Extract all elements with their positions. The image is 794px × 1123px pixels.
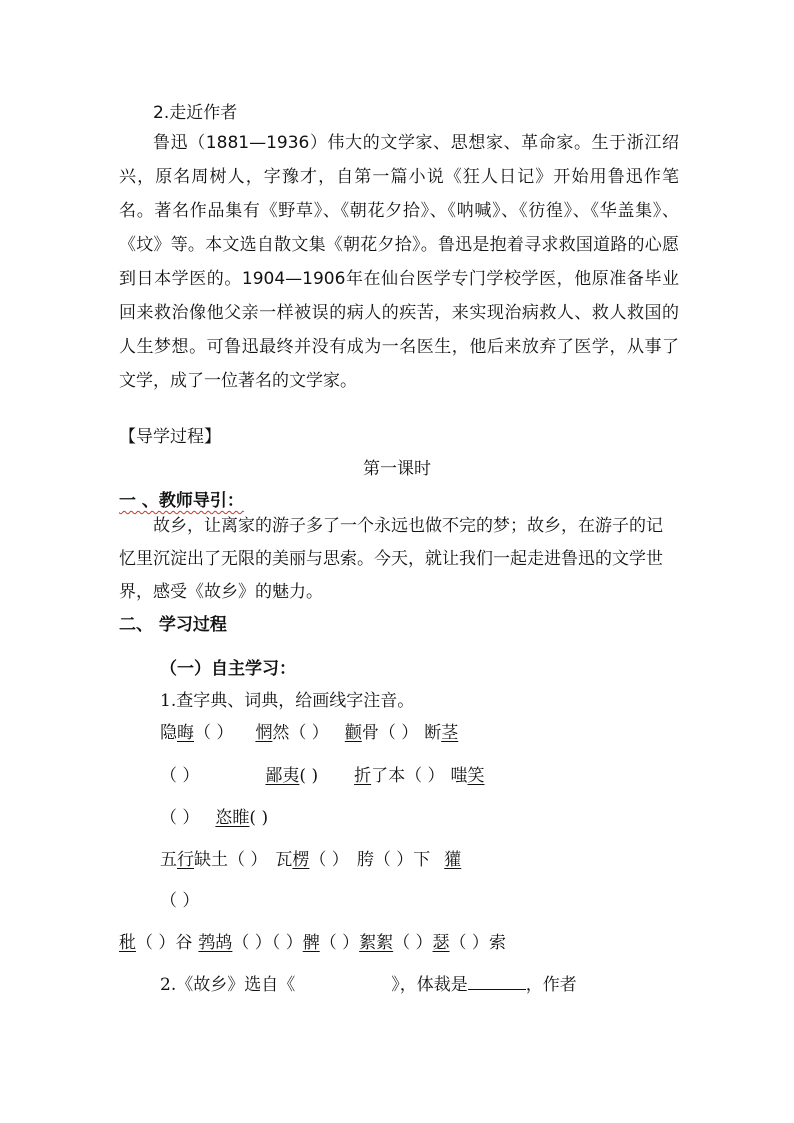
sub1-heading: （一）自主学习：	[160, 659, 296, 679]
word-2-a: 惘	[255, 723, 273, 743]
exercise-row-6	[119, 928, 506, 953]
intro-paragraph	[119, 510, 679, 609]
word-13: 秕	[119, 933, 136, 953]
part1-heading-text: 一 、教师导引：	[119, 491, 244, 511]
blank-10[interactable]: （ ）	[309, 850, 349, 870]
blank-4[interactable]: （ ）	[160, 766, 200, 786]
word-15: 髀	[302, 933, 320, 953]
author-paragraph-text: 鲁迅（1881—1936）伟大的文学家、思想家、革命家。生于浙江绍兴，原名周树人，字豫才，自第一篇小说《狂人日记》开始用鲁迅作笔名。著名作品集有《野草》、《朝花夕拾》、《呐喊》、《彷徨》、《华盖集》、《坟》等。本文选自散文集《朝花夕拾》。鲁迅是抱着寻求救国道路的心愿到日本学医的。1904—1906年在仙台医学专门学校学医，他原准备毕业回来救治像他父亲一样被误的病人的疾苦，来实现治病救人、救人救国的人生梦想。可鲁迅最终并没有成为一名医生，他后来放弃了医学，从事了文学，成了一位著名的文学家。	[119, 133, 679, 391]
word-14-a: 谷	[175, 933, 193, 953]
blank-1[interactable]: （ ）	[194, 723, 234, 743]
word-18: 索	[488, 933, 506, 953]
word-1-a: 隐	[160, 723, 177, 743]
section-heading-author: 2.走近作者	[153, 103, 238, 123]
blank-11[interactable]: （ ）	[373, 850, 414, 870]
word-9-b: 行	[177, 850, 194, 870]
blank-13[interactable]: （ ）	[136, 933, 176, 953]
genre-blank[interactable]	[468, 973, 526, 990]
blank-15[interactable]: （ ）	[319, 933, 360, 953]
word-16: 絮絮	[359, 933, 394, 953]
word-10-a: 瓦	[275, 850, 293, 870]
blank-8[interactable]: ( )	[249, 808, 269, 828]
blank-12[interactable]: （ ）	[160, 891, 200, 911]
word-4-a: 断	[424, 723, 442, 743]
intro-paragraph-text: 故乡，让离家的游子多了一个永远也做不完的梦；故乡，在游子的记忆里沉淀出了无限的美丽与思索。今天，就让我们一起走进鲁迅的文学世界，感受《故乡》的魅力。	[119, 516, 663, 602]
blank-3[interactable]: （ ）	[378, 723, 419, 743]
question-2-part-a: 2.《故乡》选自《	[160, 975, 296, 995]
word-12-a: 下	[413, 850, 431, 870]
question-2-part-b: 》，体裁是	[391, 975, 468, 995]
word-3-b: 骨	[361, 723, 379, 743]
exercise-row-1	[160, 718, 458, 743]
word-7-a: 嗤	[450, 766, 468, 786]
exercise-row-3	[160, 803, 268, 828]
word-3-a: 颧	[344, 723, 362, 743]
word-17: 瑟	[432, 933, 450, 953]
exercise-row-4	[160, 845, 473, 870]
blank-14[interactable]: （ ）（ ）	[232, 933, 303, 953]
word-6-a: 折	[354, 766, 372, 786]
blank-2[interactable]: （ ）	[289, 723, 329, 743]
guide-heading: 【导学过程】	[119, 427, 221, 447]
blank-9[interactable]: （ ）	[228, 850, 268, 870]
exercise-row-5	[160, 886, 199, 911]
blank-6[interactable]: （ ）	[405, 766, 445, 786]
word-9-c: 缺土	[194, 850, 228, 870]
blank-5[interactable]: ( )	[299, 766, 319, 786]
word-5: 鄙夷	[265, 766, 300, 786]
word-9-a: 五	[160, 850, 177, 870]
exercise-row-2	[160, 761, 484, 786]
word-4-b: 茎	[441, 723, 459, 743]
blank-17[interactable]: （ ）	[449, 933, 489, 953]
author-paragraph	[119, 126, 679, 398]
word-7-b: 笑	[467, 766, 485, 786]
part1-heading	[119, 486, 244, 511]
lesson-title: 第一课时	[363, 459, 431, 479]
part2-heading: 二、 学习过程	[119, 615, 227, 635]
word-1-b: 晦	[177, 723, 194, 743]
question-1: 1.查字典、词典，给画线字注音。	[160, 691, 415, 711]
word-12-b: 獾	[444, 850, 462, 870]
word-11: 胯	[356, 850, 374, 870]
word-14-b: 鹁鸪	[198, 933, 233, 953]
word-2-b: 然	[272, 723, 290, 743]
word-10-b: 楞	[292, 850, 310, 870]
word-8: 恣睢	[215, 808, 250, 828]
blank-16[interactable]: （ ）	[393, 933, 433, 953]
blank-7[interactable]: （ ）	[160, 808, 200, 828]
word-6-b: 了本	[371, 766, 406, 786]
question-2	[160, 970, 577, 995]
question-2-part-c: ，作者	[525, 975, 577, 995]
